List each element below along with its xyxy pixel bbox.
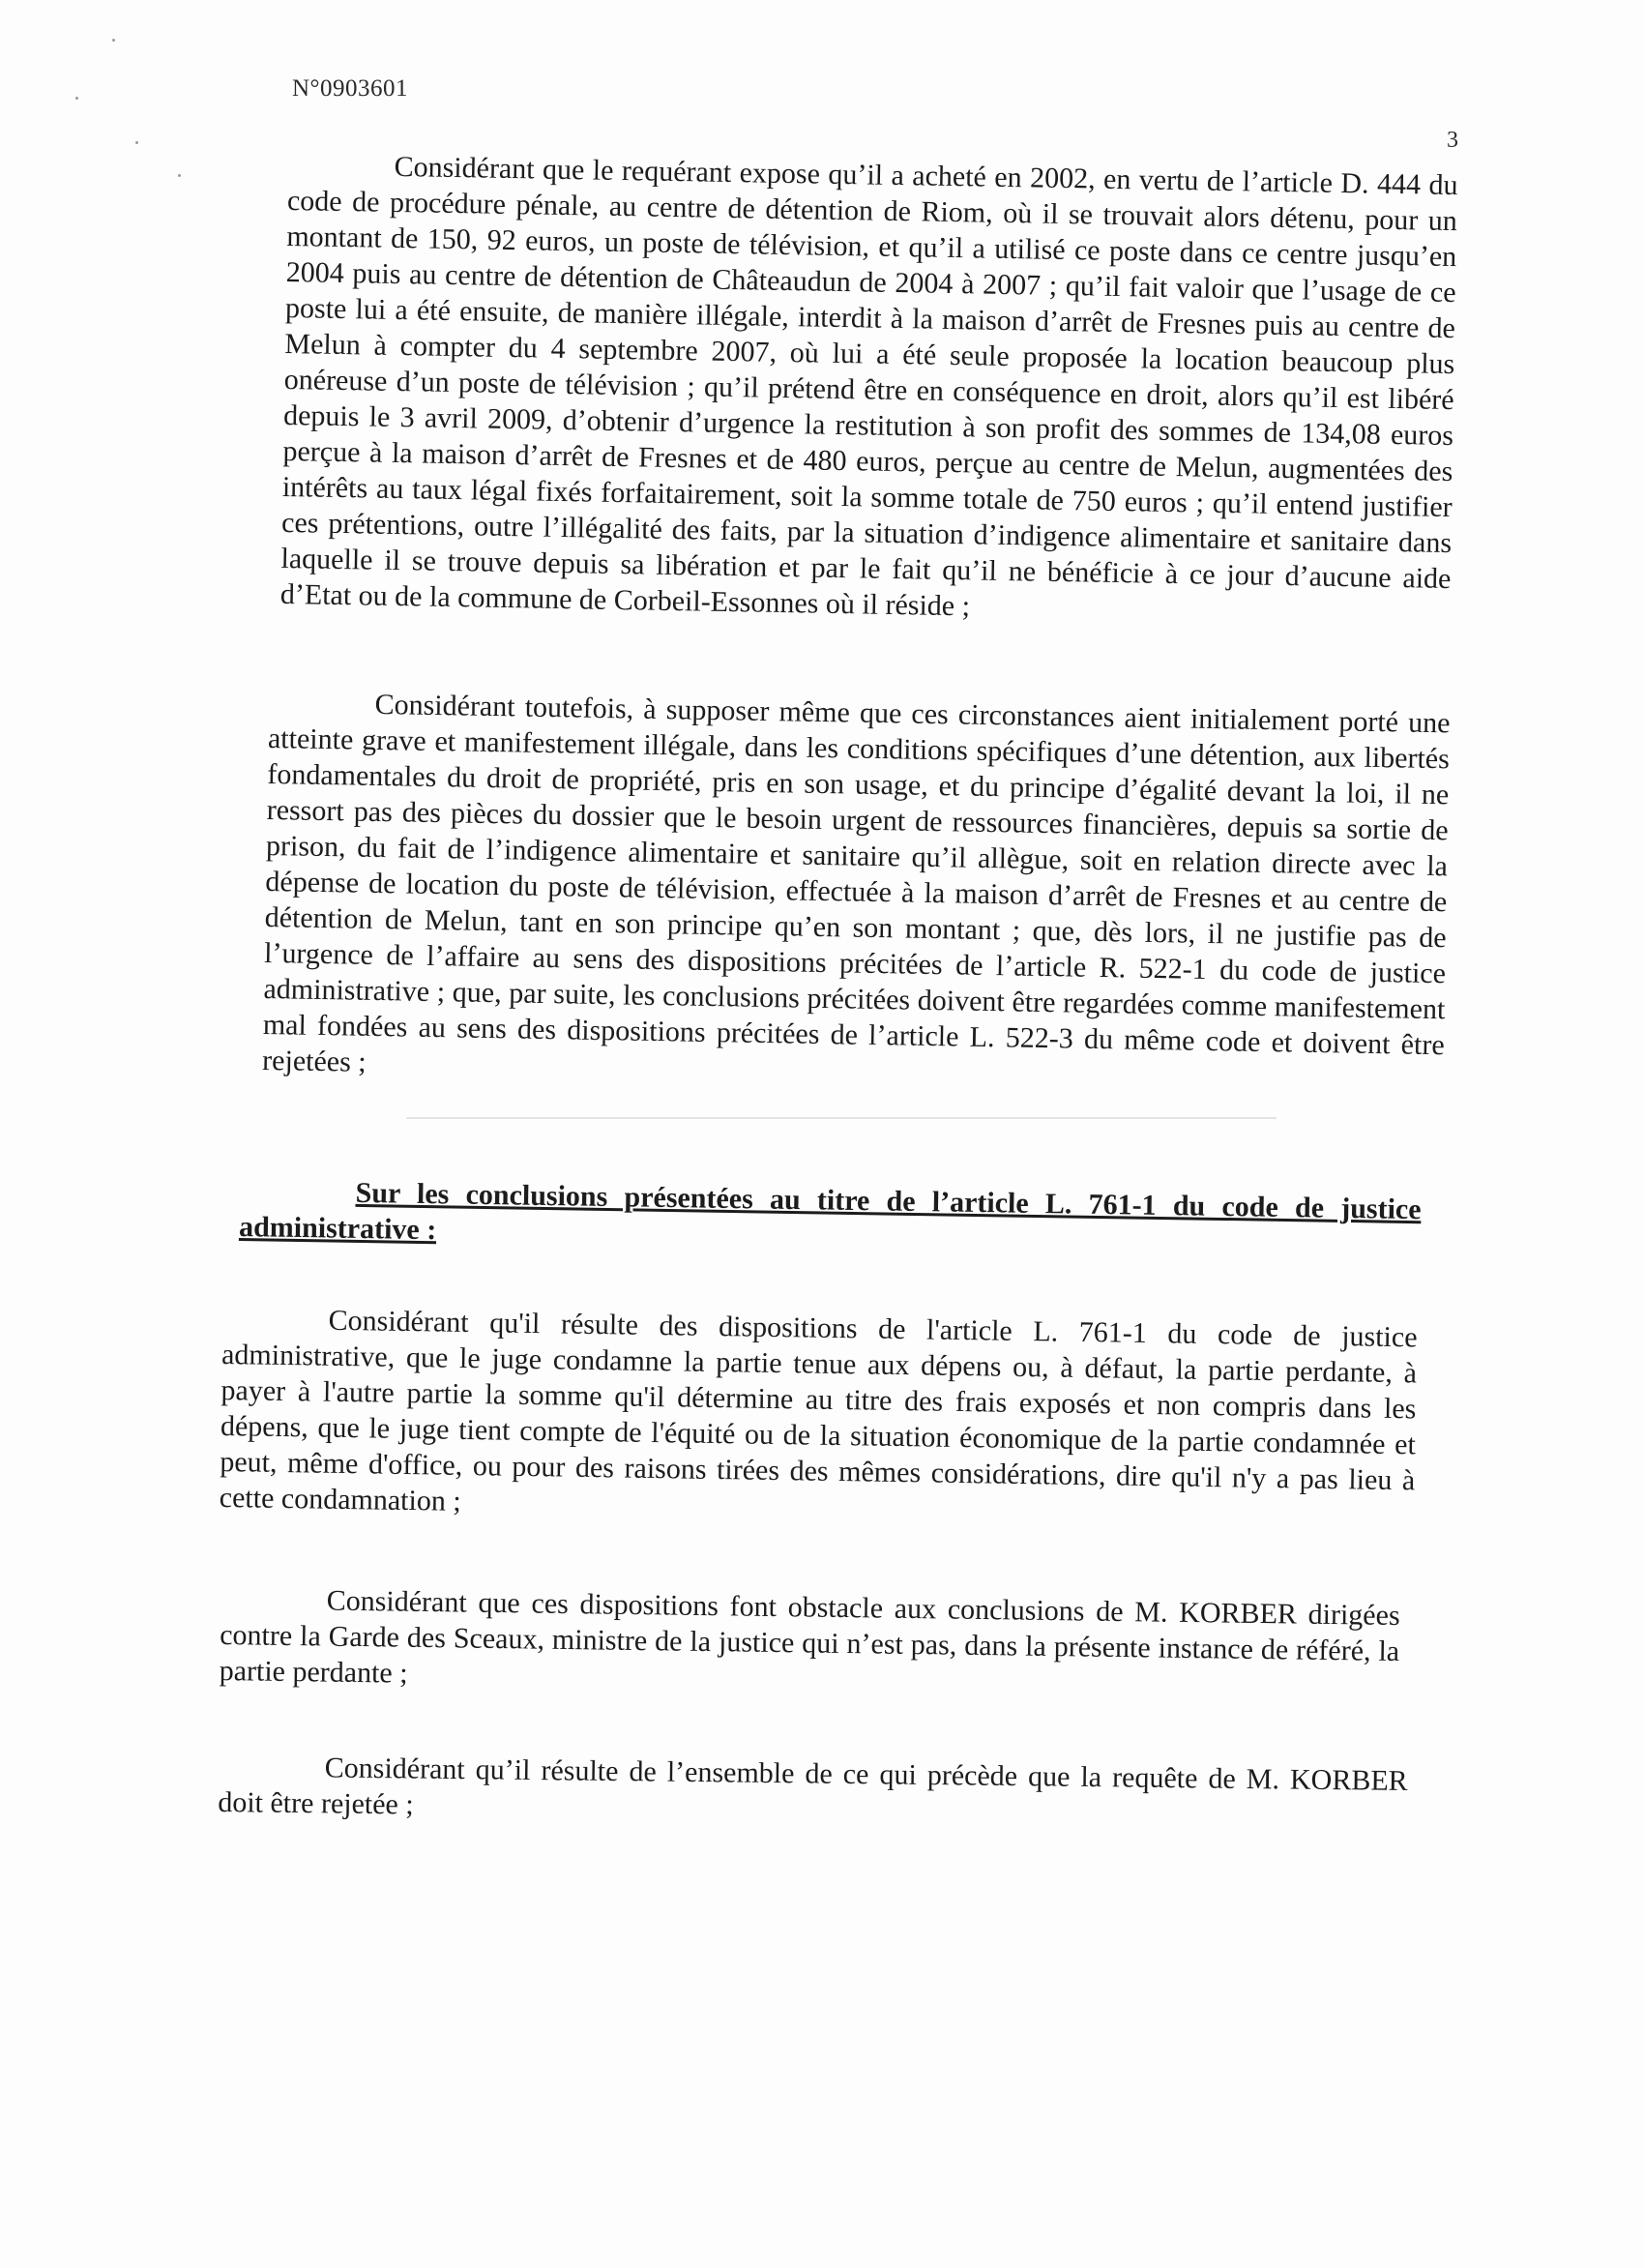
indent xyxy=(288,174,395,176)
fold-line xyxy=(406,1117,1277,1119)
scan-speck xyxy=(112,39,115,42)
indent xyxy=(240,1200,356,1202)
paragraph-text: Considérant qu’il résulte de l’ensemble de ce qui précède que la requête de M. KORBER doit être rejetée ; xyxy=(218,1752,1408,1821)
indent xyxy=(269,712,375,714)
paragraph-text: Considérant qu'il résulte des dispositions de l'article L. 761-1 du code de justice administrative, que le juge condamne la partie tenue aux dépens ou, à défaut, la partie perdante, à payer à l'autre partie la somme qu'il détermine au titre des frais exposés et non compris dans les dépens, que le juge tient compte de l'équité ou de la situation économique de la partie condamnée et peut, même d'office, ou pour des raisons tirées des mêmes considérations, dire qu'il n'y a pas lieu à cette condamnation ; xyxy=(219,1304,1418,1517)
paragraph-text: Considérant toutefois, à supposer même que ces circonstances aient initialement porté une atteinte grave et manifestement illégale, dans les conditions spécifiques d’une détention, aux libertés fondamentales du droit de propriété, pris en son usage, et du principe d’égalité devant la loi, il ne ressort pas des pièces du dossier que le besoin urgent de ressources financières, depuis sa sortie de prison, du fait de l’indigence alimentaire et sanitaire qu’il allègue, soit en relation directe avec la dépense de location du poste de télévision, effectuée à la maison d’arrêt de Fresnes et au centre de détention de Melun, tant en son principe qu’en son montant ; que, dès lors, il ne justifie pas de l’urgence de l’affaire au sens des dispositions précitées de l’article R. 522-1 du code de justice administrative ; que, par suite, les conclusions précitées doivent être regardées comme manifestement mal fondées au sens des dispositions précitées de l’article L. 522-3 du même code et doivent être rejetées ; xyxy=(261,688,1451,1078)
paragraph-urgency xyxy=(262,685,1451,1099)
page-number: 3 xyxy=(1447,128,1458,153)
paragraph-text: Considérant que ces dispositions font obstacle aux conclusions de M. KORBER dirigées contre la Garde des Sceaux, ministre de la justice qui n’est pas, dans la présente instance de référé, la partie perdante ; xyxy=(219,1584,1400,1690)
paragraph-conclusion xyxy=(218,1749,1408,1835)
scan-speck xyxy=(178,174,181,177)
paragraph-obstacle xyxy=(219,1581,1399,1705)
paragraph-article-761 xyxy=(220,1301,1418,1534)
scan-speck xyxy=(75,97,78,100)
indent xyxy=(220,1608,327,1610)
scan-speck xyxy=(135,141,138,144)
section-heading-text: Sur les conclusions présentées au titre de l’article L. 761-1 du code de justice administrative : xyxy=(238,1176,1422,1247)
paragraph-claims xyxy=(280,147,1458,633)
case-number: N°0903601 xyxy=(292,75,409,102)
indent xyxy=(222,1328,329,1330)
section-heading xyxy=(239,1173,1422,1263)
paragraph-text: Considérant que le requérant expose qu’il a acheté en 2002, en vertu de l’article D. 444 du code de procédure pénale, au centre de détention de Riom, où il se trouvait alors détenu, pour un montant de 150, 92 euros, un poste de télévision, et qu’il a utilisé ce poste dans ce centre jusqu’en 2004 puis au centre de détention de Châteaudun de 2004 à 2007 ; qu’il fait valoir que l’usage de ce poste lui a été ensuite, de manière illégale, interdit à la maison d’arrêt de Fresnes puis au centre de Melun à compter du 4 septembre 2007, où lui a été seule proposée la location beaucoup plus onéreuse d’un poste de télévision ; qu’il prétend être en conséquence en droit, alors qu’il est libéré depuis le 3 avril 2009, d’obtenir d’urgence la restitution à son profit des sommes de 134,08 euros perçue à la maison d’arrêt de Fresnes et de 480 euros, perçue au centre de Melun, augmentées des intérêts au taux légal fixés forfaitairement, soit la somme totale de 750 euros ; qu’il entend justifier ces prétentions, outre l’illégalité des faits, par la situation d’indigence alimentaire et sanitaire dans laquelle il se trouve depuis sa libération et par le fait qu’il ne bénéficie à ce jour d’aucune aide d’Etat ou de la commune de Corbeil-Essonnes où il réside ; xyxy=(279,150,1458,623)
indent xyxy=(219,1776,325,1777)
